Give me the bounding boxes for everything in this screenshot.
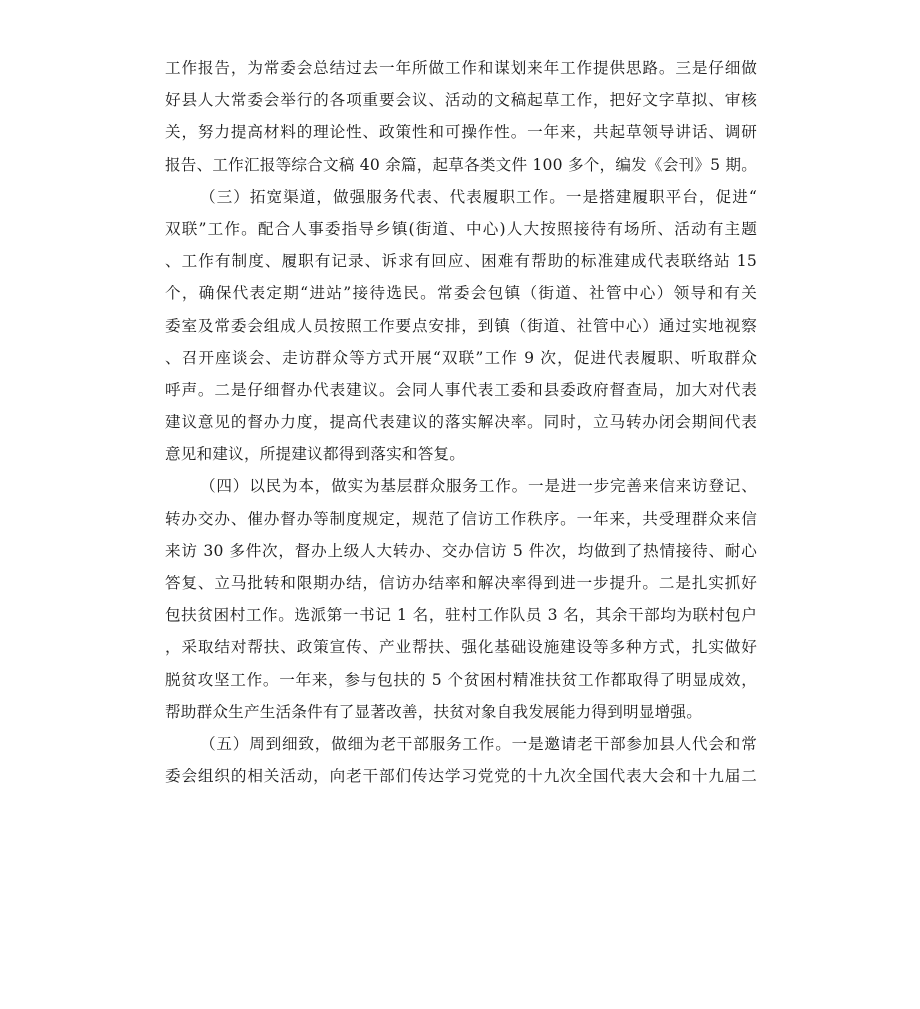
text-line: 委室及常委会组成人员按照工作要点安排，到镇（街道、社管中心）通过实地视察	[165, 316, 757, 335]
text-line: 、召开座谈会、走访群众等方式开展“双联”工作 9 次，促进代表履职、听取群众	[165, 348, 757, 367]
text-line: 意见和建议，所提建议都得到落实和答复。	[165, 445, 466, 464]
text-line: 好县人大常委会举行的各项重要会议、活动的文稿起草工作，把好文字草拟、审核	[165, 91, 757, 110]
text-line: 、工作有制度、履职有记录、诉求有回应、困难有帮助的标准建成代表联络站 15	[165, 252, 757, 271]
text-line: 个，确保代表定期“进站”接待选民。常委会包镇（街道、社管中心）领导和有关	[165, 284, 757, 303]
body-text	[165, 52, 757, 792]
text-line: ，采取结对帮扶、政策宣传、产业帮扶、强化基础设施建设等多种方式，扎实做好	[165, 638, 757, 657]
text-line: 帮助群众生产生活条件有了显著改善，扶贫对象自我发展能力得到明显增强。	[165, 702, 702, 721]
text-line: 转办交办、催办督办等制度规定，规范了信访工作秩序。一年来，共受理群众来信	[165, 509, 757, 528]
text-line: 来访 30 多件次，督办上级人大转办、交办信访 5 件次，均做到了热情接待、耐心	[165, 541, 757, 560]
text-line: 答复、立马批转和限期办结，信访办结率和解决率得到进一步提升。二是扎实抓好	[165, 574, 757, 592]
text-line: 双联”工作。配合人事委指导乡镇(街道、中心)人大按照接待有场所、活动有主题	[165, 219, 757, 238]
text-line: 建议意见的督办力度，提高代表建议的落实解决率。同时，立马转办闭会期间代表	[165, 413, 757, 432]
text-line: 工作报告，为常委会总结过去一年所做工作和谋划来年工作提供思路。三是仔细做	[165, 59, 757, 77]
paragraph-heading-line: （三）拓宽渠道，做强服务代表、代表履职工作。一是搭建履职平台，促进“	[200, 187, 757, 206]
text-line: 脱贫攻坚工作。一年来，参与包扶的 5 个贫困村精准扶贫工作都取得了明显成效，	[165, 670, 757, 689]
text-line: 委会组织的相关活动，向老干部们传达学习党党的十九次全国代表大会和十九届二	[165, 767, 757, 786]
paragraph-heading-line: （五）周到细致，做细为老干部服务工作。一是邀请老干部参加县人代会和常	[200, 734, 757, 753]
text-line: 报告、工作汇报等综合文稿 40 余篇，起草各类文件 100 多个，编发《会刊》5 期。	[165, 155, 757, 174]
paragraph-heading-line: （四）以民为本，做实为基层群众服务工作。一是进一步完善来信来访登记、	[200, 477, 757, 496]
text-line: 包扶贫困村工作。选派第一书记 1 名，驻村工作队员 3 名，其余干部均为联村包户	[165, 606, 757, 625]
text-line: 呼声。二是仔细督办代表建议。会同人事代表工委和县委政府督查局，加大对代表	[165, 380, 757, 399]
text-line: 关，努力提高材料的理论性、政策性和可操作性。一年来，共起草领导讲话、调研	[165, 123, 757, 142]
